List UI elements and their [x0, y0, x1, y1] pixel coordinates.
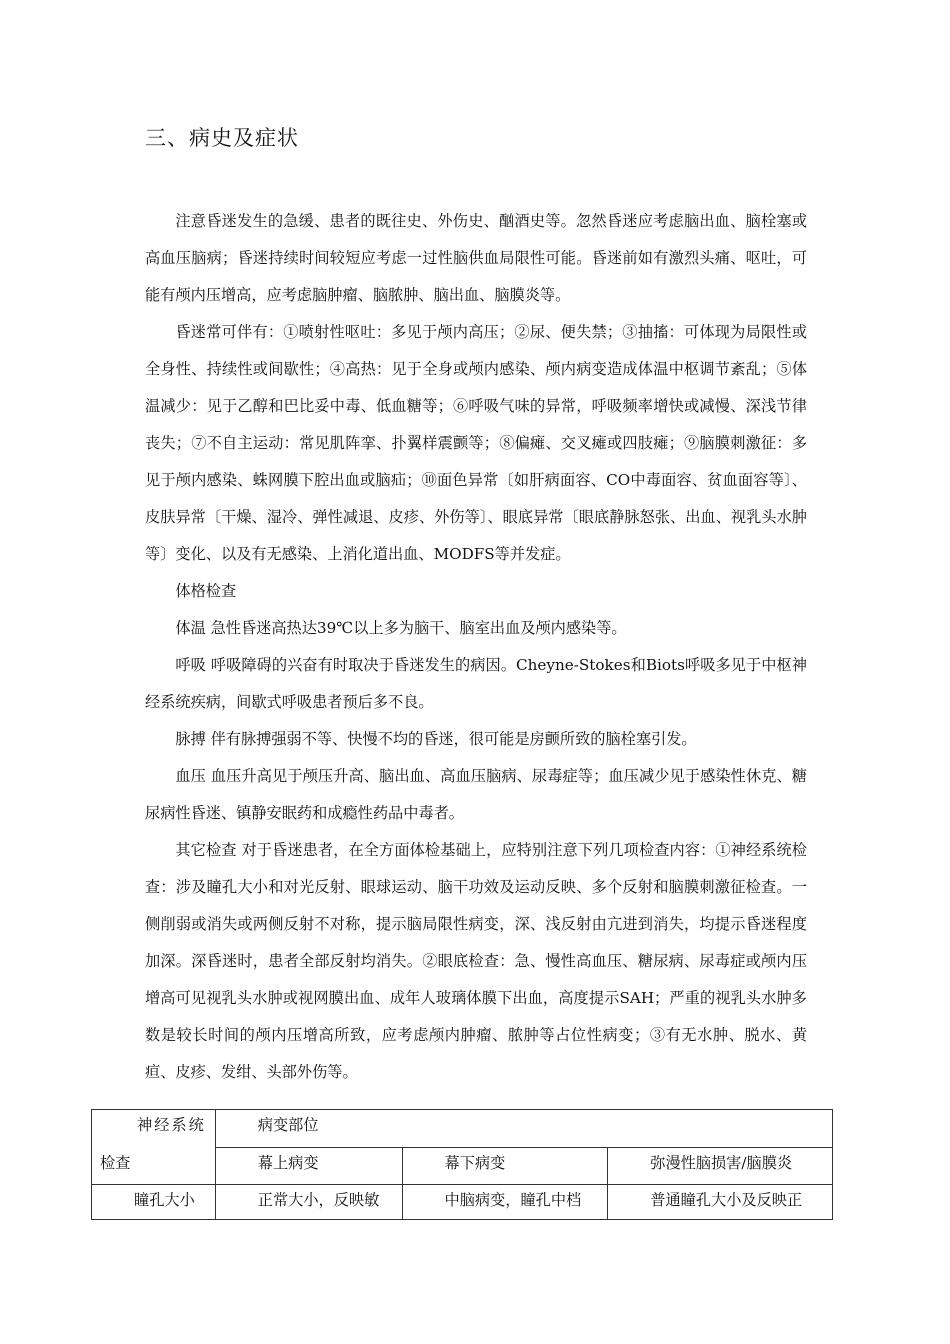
paragraph: 昏迷常可伴有：①喷射性呕吐：多见于颅内高压；②尿、便失禁；③抽搐：可体现为局限性或全身性、持续性或间歇性；④高热：见于全身或颅内感染、颅内病变造成体温中枢调节紊乱；⑤体温减少：见于乙醇和巴比妥中毒、低血糖等；⑥呼吸气味的异常，呼吸频率增快或减慢、深浅节律丧失；⑦不自主运动：常见肌阵挛、扑翼样震颤等；⑧偏瘫、交叉瘫或四肢瘫；⑨脑膜刺激征：多见于颅内感染、蛛网膜下腔出血或脑疝；⑩面色异常〔如肝病面容、CO中毒面容、贫血面容等〕、皮肤异常〔干燥、湿冷、弹性减退、皮疹、外伤等〕、眼底异常〔眼底静脉怒张、出血、视乳头水肿等〕变化、以及有无感染、上消化道出血、MODFS等并发症。 — [145, 323, 807, 563]
table-header-text: 神经系统 — [137, 1116, 206, 1134]
table-cell — [215, 1185, 402, 1220]
paragraph: 呼吸 呼吸障碍的兴奋有时取决于昏迷发生的病因。Cheyne-Stokes和Biots呼吸多见于中枢神经系统疾病，间歇式呼吸患者预后多不良。 — [145, 656, 807, 711]
table-cell-text: 中脑病变，瞳孔中档 — [444, 1191, 582, 1209]
table-subheader-text: 幕下病变 — [444, 1153, 506, 1172]
paragraph: 注意昏迷发生的急缓、患者的既往史、外伤史、酗酒史等。忽然昏迷应考虑脑出血、脑栓塞或高血压脑病；昏迷持续时间较短应考虑一过性脑供血局限性可能。昏迷前如有激烈头痛、呕吐，可能有颅内压增高，应考虑脑肿瘤、脑脓肿、脑出血、脑膜炎等。 — [145, 212, 807, 304]
exam-table — [91, 1109, 833, 1220]
table-cell — [402, 1185, 608, 1220]
body-text — [145, 203, 807, 1091]
table-cell-text: 正常大小，反映敏 — [257, 1191, 380, 1209]
table-header-text: 检查 — [100, 1154, 131, 1172]
table-subheader-cell — [215, 1147, 402, 1185]
table-row-label-cell — [92, 1185, 216, 1220]
table-subheader-text: 弥漫性脑损害/脑膜炎 — [650, 1153, 793, 1172]
table-group-header-text: 病变部位 — [257, 1116, 319, 1134]
table-row — [92, 1185, 833, 1220]
paragraph: 其它检查 对于昏迷患者，在全方面体检基础上，应特别注意下列几项检查内容：①神经系统检查：涉及瞳孔大小和对光反射、眼球运动、脑干功效及运动反映、多个反射和脑膜刺激征检查。一侧削弱或消失或两侧反射不对称，提示脑局限性病变，深、浅反射由亢进到消失，均提示昏迷程度加深。深昏迷时，患者全部反射均消失。②眼底检查：急、慢性高血压、糖尿病、尿毒症或颅内压增高可见视乳头水肿或视网膜出血、成年人玻璃体膜下出血，高度提示SAH；严重的视乳头水肿多数是较长时间的颅内压增高所致，应考虑颅内肿瘤、脓肿等占位性病变；③有无水肿、脱水、黄疸、皮疹、发绀、头部外伤等。 — [145, 841, 807, 1081]
table-header-row — [92, 1110, 833, 1148]
table-subheader-cell — [402, 1147, 608, 1185]
paragraph: 脉搏 伴有脉搏强弱不等、快慢不均的昏迷，很可能是房颤所致的脑栓塞引发。 — [175, 730, 697, 748]
paragraph: 血压 血压升高见于颅压升高、脑出血、高血压脑病、尿毒症等；血压减少见于感染性休克、糖尿病性昏迷、镇静安眠药和成瘾性药品中毒者。 — [145, 767, 807, 822]
table-subheader-text: 幕上病变 — [257, 1153, 319, 1172]
paragraph: 体温 急性昏迷高热达39℃以上多为脑干、脑室出血及颅内感染等。 — [175, 619, 627, 637]
table-group-header — [215, 1110, 832, 1148]
table-cell — [608, 1185, 833, 1220]
table-subheader-cell — [608, 1147, 833, 1185]
paragraph: 体格检查 — [175, 582, 237, 600]
table-header-cell — [92, 1110, 216, 1185]
table-row-label: 瞳孔大小 — [134, 1191, 195, 1209]
table-cell-text: 普通瞳孔大小及反映正 — [650, 1191, 803, 1209]
section-title: 三、病史及症状 — [145, 126, 299, 150]
